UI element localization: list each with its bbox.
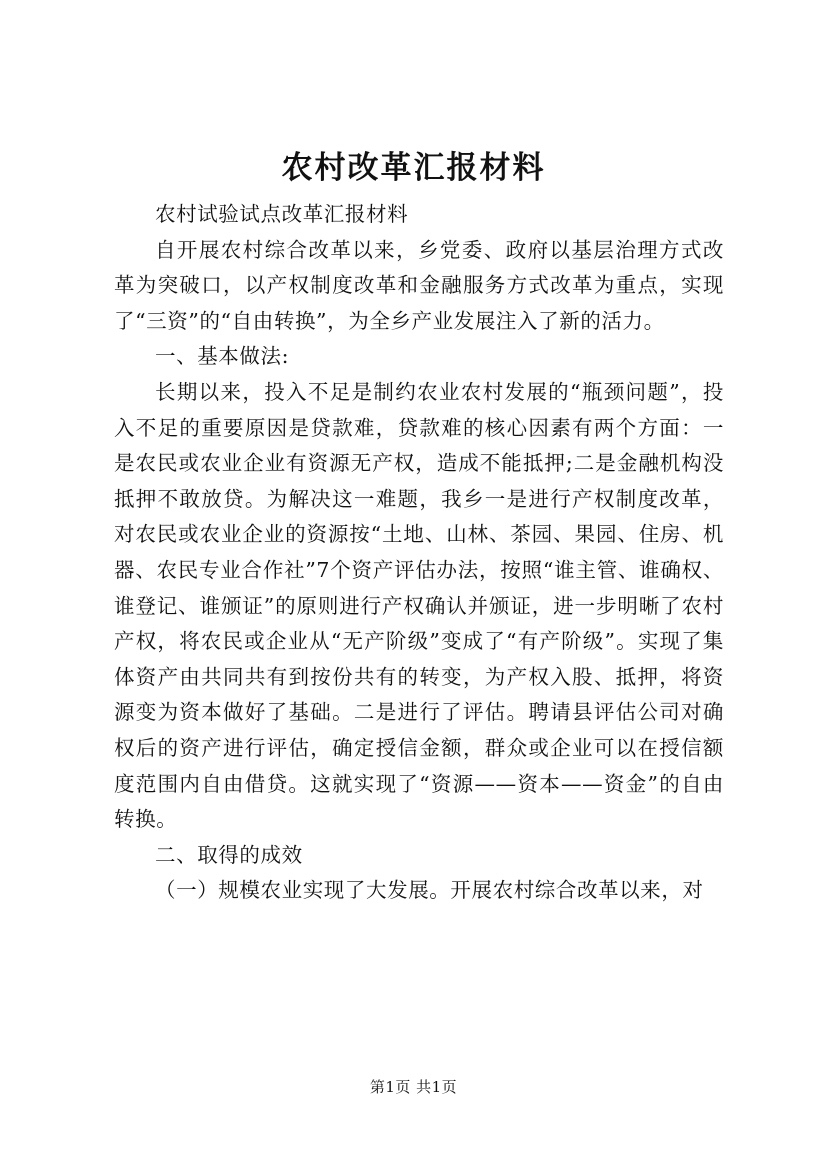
page-footer: 第1页 共1页 [369,1078,458,1096]
section-heading-basic-practices: 一、基本做法: [155,344,290,369]
paragraph-intro: 自开展农村综合改革以来，乡党委、政府以基层治理方式改革为突破口，以产权制度改革和金融服务方式改革为重点，实现了“三资”的“自由转换”，为全乡产业发展注入了新的活力。 [114,237,724,333]
paragraph-achievements-1: （一）规模农业实现了大发展。开展农村综合改革以来，对 [155,878,704,903]
document-body [114,197,724,909]
paragraph-subtitle: 农村试验试点改革汇报材料 [155,202,409,226]
paragraph-basic-practices: 长期以来，投入不足是制约农业农村发展的“瓶颈问题”，投入不足的重要原因是贷款难，贷款难的核心因素有两个方面：一是农民或农业企业有资源无产权，造成不能抵押;二是金融机构没抵押不敢放贷。为解决这一难题，我乡一是进行产权制度改革，对农民或农业企业的资源按“土地、山林、茶园、果园、住房、机器、农民专业合作社”7个资产评估办法，按照“谁主管、谁确权、谁登记、谁颁证”的原则进行产权确认并颁证，进一步明晰了农村产权，将农民或企业从“无产阶级”变成了“有产阶级”。实现了集体资产由共同共有到按份共有的转变，为产权入股、抵押，将资源变为资本做好了基础。二是进行了评估。聘请县评估公司对确权后的资产进行评估，确定授信金额，群众或企业可以在授信额度范围内自由借贷。这就实现了“资源——资本——资金”的自由转换。 [114,379,724,832]
document-title: 农村改革汇报材料 [281,150,546,186]
section-heading-achievements: 二、取得的成效 [155,842,303,867]
